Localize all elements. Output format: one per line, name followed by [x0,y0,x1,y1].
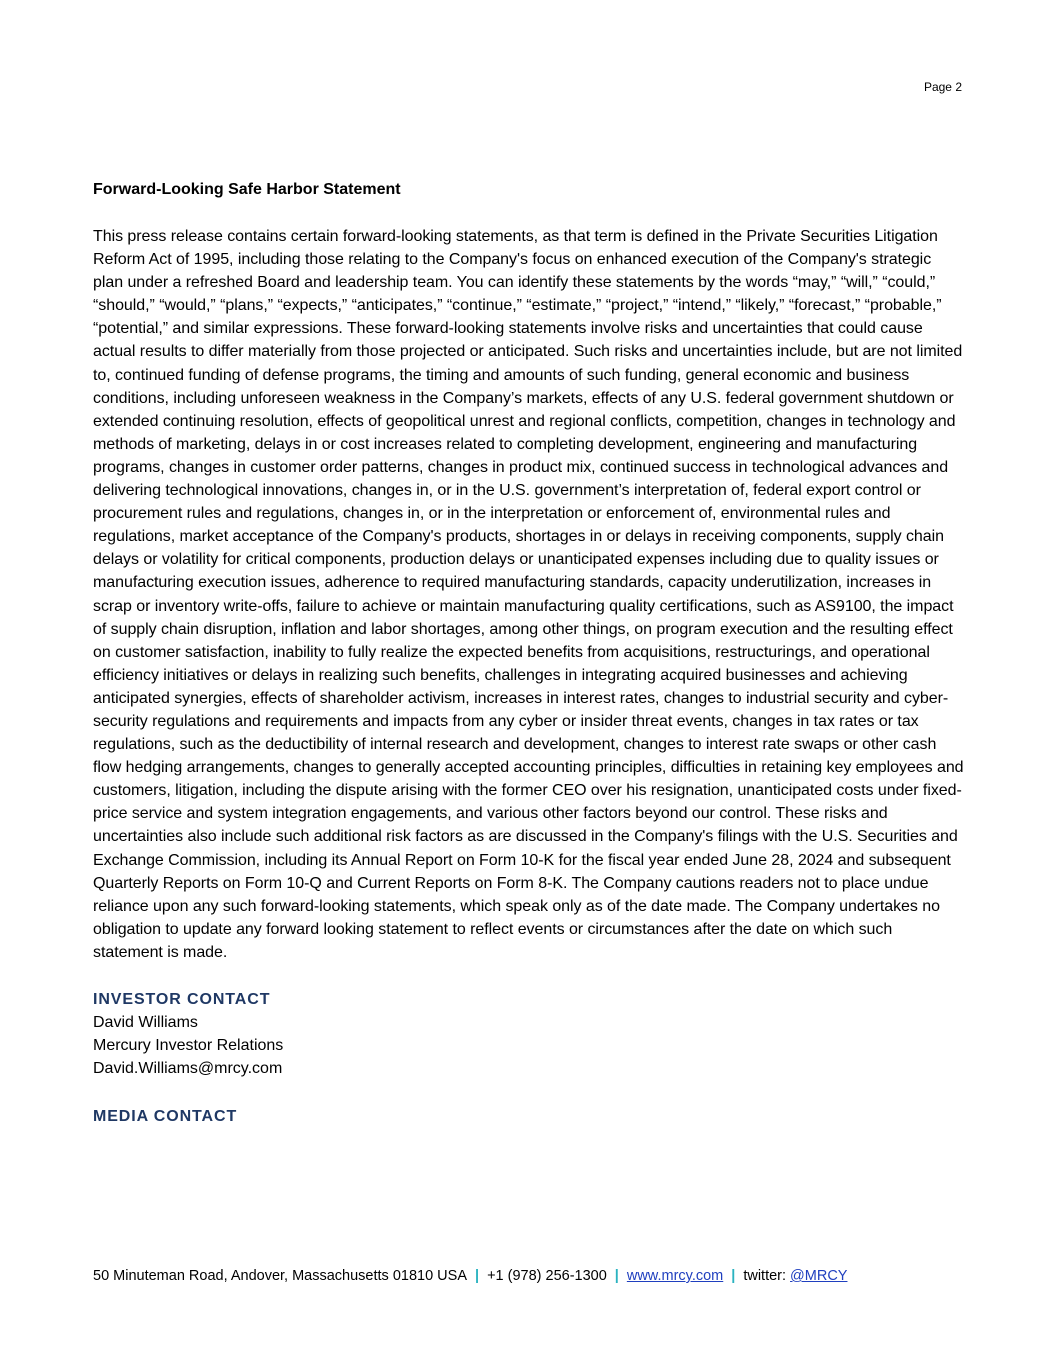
media-contact-heading: MEDIA CONTACT [93,1107,238,1125]
page-footer [93,1266,847,1286]
investor-contact-organization: Mercury Investor Relations [93,1037,284,1055]
twitter-link[interactable]: @MRCY [790,1268,848,1284]
safe-harbor-heading: Forward-Looking Safe Harbor Statement [93,181,401,198]
twitter-label: twitter: [743,1268,787,1284]
investor-contact-name: David Williams [93,1014,198,1031]
website-link[interactable]: www.mrcy.com [626,1268,724,1284]
investor-contact-email: David.Williams@mrcy.com [93,1060,283,1078]
footer-address: 50 Minuteman Road, Andover, Massachusetts 01810 USA [93,1268,467,1284]
safe-harbor-paragraph: This press release contains certain forward-looking statements, as that term is defined in the Private Securities Litigation Reform Act of 1995, including those relating to the Company's focus on enhanced execution of the Company's strategic plan under a refreshed Board and leadership team. You can identify these statements by the words “may,” “will,” “could,” “should,” “would,” “plans,” “expects,” “anticipates,” “continue,” “estimate,” “project,” “intend,” “likely,” “forecast,” “probable,” “potential,” and similar expressions. These forward-looking statements involve risks and uncertainties that could cause actual results to differ materially from those projected or anticipated. Such risks and uncertainties include, but are not limited to, continued funding of defense programs, the timing and amounts of such funding, general economic and business conditions, including unforeseen weakness in the Company’s markets, effects of any U.S. federal government shutdown or extended continuing resolution, effects of geopolitical unrest and regional conflicts, competition, changes in technology and methods of marketing, delays in or cost increases related to completing development, engineering and manufacturing programs, changes in customer order patterns, changes in product mix, continued success in technological advances and delivering technological innovations, changes in, or in the U.S. government’s interpretation of, federal export control or procurement rules and regulations, changes in, or in the interpretation or enforcement of, environmental rules and regulations, market acceptance of the Company's products, shortages in or delays in receiving components, supply chain delays or volatility for critical components, production delays or unanticipated expenses including due to quality issues or manufacturing execution issues, adherence to required manufacturing standards, capacity underutilization, increases in scrap or inventory write-offs, failure to achieve or maintain manufacturing quality certifications, such as AS9100, the impact of supply chain disruption, inflation and labor shortages, among other things, on program execution and the resulting effect on customer satisfaction, inability to fully realize the expected benefits from acquisitions, restructurings, and operational efficiency initiatives or delays in realizing such benefits, challenges in integrating acquired businesses and achieving anticipated synergies, effects of shareholder activism, increases in interest rates, changes to industrial security and cyber-security regulations and requirements and impacts from any cyber or insider threat events, changes in tax rates or tax regulations, such as the deductibility of internal research and development, changes to interest rate swaps or other cash flow hedging arrangements, changes to generally accepted accounting principles, difficulties in retaining key employees and customers, litigation, including the dispute arising with the former CEO over his resignation, unanticipated costs under fixed-price service and system integration engagements, and various other factors beyond our control. These risks and uncertainties also include such additional risk factors as are discussed in the Company's filings with the U.S. Securities and Exchange Commission, including its Annual Report on Form 10-K for the fiscal year ended June 28, 2024 and subsequent Quarterly Reports on Form 10-Q and Current Reports on Form 8-K. The Company cautions readers not to place undue reliance upon any such forward-looking statements, which speak only as of the date made. The Company undertakes no obligation to update any forward looking statement to reflect events or circumstances after the date on which such statement is made. [93,228,964,961]
footer-phone: +1 (978) 256-1300 [487,1268,607,1284]
footer-separator: | [475,1268,480,1284]
footer-separator: | [614,1268,619,1284]
investor-contact-heading: INVESTOR CONTACT [93,991,271,1008]
footer-separator: | [731,1268,736,1284]
page-number: Page 2 [923,80,962,94]
document-body [93,178,965,1128]
